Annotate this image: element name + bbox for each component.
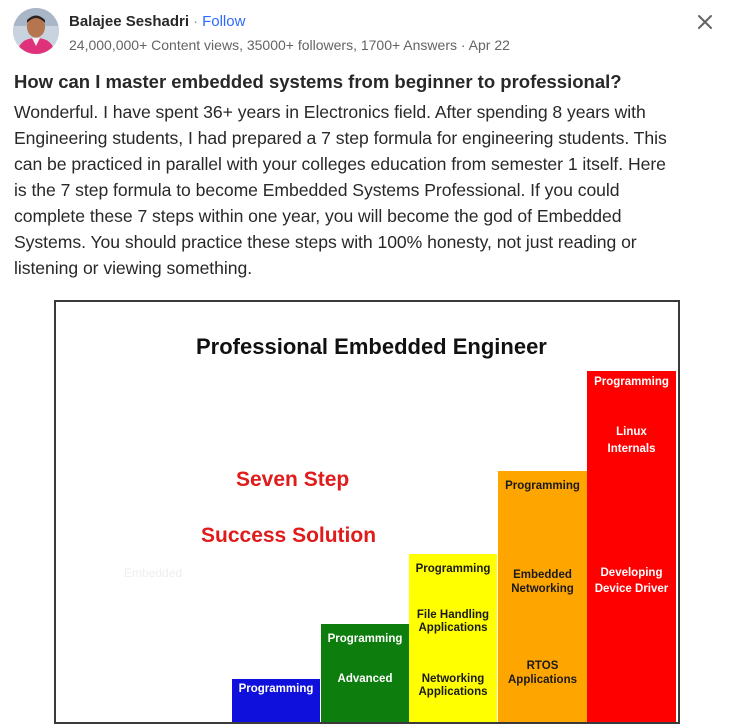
step-5-label: Device Driver xyxy=(594,583,669,595)
author-credentials: 24,000,000+ Content views, 35000+ followers, 1700+ Answers · Apr 22 xyxy=(69,37,510,53)
follow-button[interactable]: Follow xyxy=(202,13,246,30)
step-3-label: File Handling xyxy=(416,609,490,621)
step-4-label: Networking xyxy=(511,583,574,595)
answer-line: complete these 7 steps within one year, you will become the god of Embedded xyxy=(14,206,622,226)
author-line xyxy=(69,13,245,30)
question-title[interactable]: How can I master embedded systems from beginner to professional? xyxy=(14,71,622,92)
figure-title: Professional Embedded Engineer xyxy=(196,334,547,359)
avatar-image xyxy=(13,8,59,54)
step-2-label: Advanced xyxy=(337,673,393,685)
step-1-block xyxy=(232,679,320,724)
step-3-label: Applications xyxy=(418,622,488,634)
step-4-label: Embedded xyxy=(513,569,572,581)
close-icon xyxy=(697,14,713,30)
answer-line: Engineering students, I had prepared a 7 step formula for engineering students. This xyxy=(14,128,667,148)
separator-dot: · xyxy=(193,13,199,30)
step-3-label: Programming xyxy=(415,563,491,575)
step-5-block xyxy=(587,371,676,724)
step-4-block xyxy=(498,471,587,724)
author-name[interactable]: Balajee Seshadri xyxy=(69,13,190,30)
answer-line: can be practiced in parallel with your colleges education from semester 1 itself. Here xyxy=(14,154,666,174)
step-4-label: RTOS xyxy=(526,660,559,672)
figure-subtitle-1: Seven Step xyxy=(236,468,350,491)
answer-line: Systems. You should practice these steps with 100% honesty, not just reading or xyxy=(14,232,637,252)
step-1-label: Programming xyxy=(238,683,314,695)
step-2-block xyxy=(321,624,409,724)
figure-subtitle-2: Success Solution xyxy=(201,524,377,547)
step-5-label: Developing xyxy=(600,567,663,579)
step-5-label: Linux xyxy=(616,426,647,438)
step-5-label: Internals xyxy=(607,443,656,455)
close-button[interactable] xyxy=(693,10,717,34)
step-4-label: Applications xyxy=(507,674,577,686)
step-3-block xyxy=(409,554,497,724)
step-5-label: Programming xyxy=(594,376,669,388)
answer-body xyxy=(14,99,724,281)
answer-line: is the 7 step formula to become Embedded Systems Professional. If you could xyxy=(14,180,620,200)
answer-line: Wonderful. I have spent 36+ years in Electronics field. After spending 8 years with xyxy=(14,102,646,122)
avatar[interactable] xyxy=(13,8,59,54)
answer-line: listening or viewing something. xyxy=(14,258,253,278)
step-2-label: Programming xyxy=(327,633,403,645)
figure-watermark: Embedded xyxy=(124,566,183,580)
step-4-label: Programming xyxy=(505,480,580,492)
answer-image[interactable] xyxy=(54,300,680,724)
step-3-label: Networking xyxy=(421,673,485,685)
step-3-label: Applications xyxy=(418,686,488,698)
